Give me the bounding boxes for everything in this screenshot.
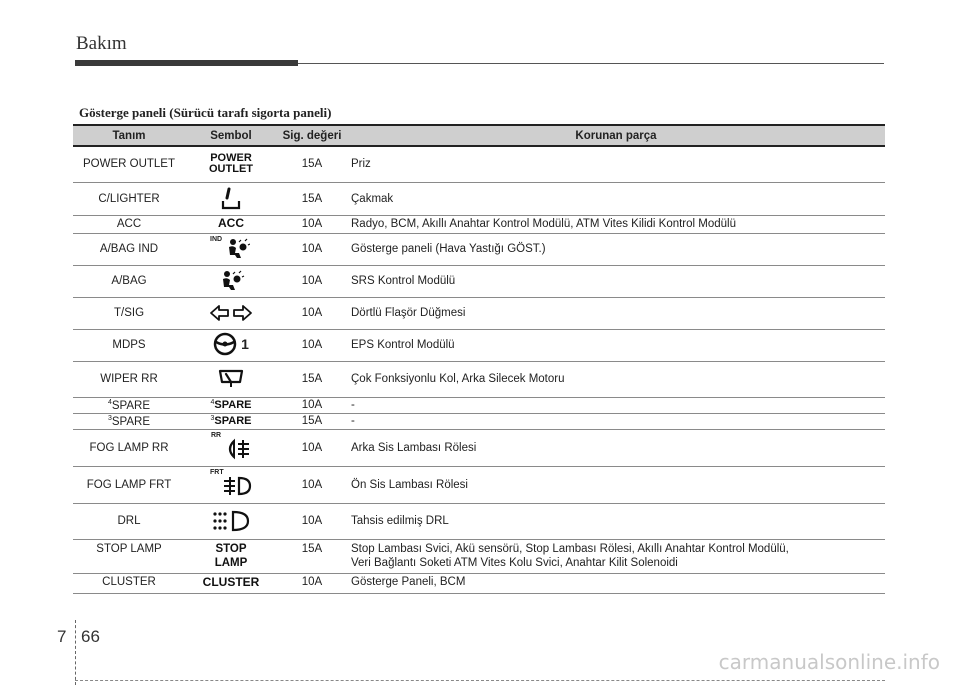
fuse-name: $^3$SPARE — [73, 413, 185, 429]
fuse-name: STOP LAMP — [73, 539, 185, 573]
protected-part: Stop Lambası Svici, Akü sensörü, Stop Lambası Rölesi, Akıllı Anahtar Kontrol Modülü, Veri Bağlantı Soketi ATM Vites Kolu Svici, Anahtar Kilit Solenoidi — [347, 539, 885, 573]
acc-symbol: ACC — [185, 215, 277, 233]
drl-icon — [211, 509, 251, 533]
protected-part: Gösterge paneli (Hava Yastığı GÖST.) — [347, 233, 885, 265]
stop-lamp-symbol: STOP LAMP — [185, 539, 277, 573]
fuse-name: A/BAG IND — [73, 233, 185, 265]
front-fog-symbol: FRT — [210, 469, 252, 497]
fuse-rating: 10A — [277, 265, 347, 297]
fuse-rating: 15A — [277, 413, 347, 429]
table-row — [73, 329, 885, 361]
fuse-rating: 10A — [277, 233, 347, 265]
fuse-rating: 15A — [277, 361, 347, 397]
fuse-name: T/SIG — [73, 297, 185, 329]
fuse-name: A/BAG — [73, 265, 185, 297]
fuse-name: FOG LAMP RR — [73, 429, 185, 466]
table-row — [73, 429, 885, 466]
mdps-symbol: 1 — [213, 332, 249, 356]
front-fog-lamp-icon — [222, 475, 252, 497]
table-row — [73, 361, 885, 397]
page-number: 66 — [81, 627, 100, 646]
col-header-protected-part: Korunan parça — [347, 125, 885, 146]
header-rule — [298, 63, 884, 64]
fuse-name: $^4$SPARE — [73, 397, 185, 413]
fuse-rating: 10A — [277, 397, 347, 413]
airbag-icon — [217, 270, 245, 292]
protected-part: Tahsis edilmiş DRL — [347, 503, 885, 539]
table-header-row — [73, 125, 885, 146]
cigarette-lighter-icon — [220, 187, 242, 211]
table-row — [73, 297, 885, 329]
protected-part: Gösterge Paneli, BCM — [347, 573, 885, 593]
protected-part: Ön Sis Lambası Rölesi — [347, 466, 885, 503]
table-row — [73, 573, 885, 593]
fuse-name: ACC — [73, 215, 185, 233]
table-row — [73, 397, 885, 413]
fuse-rating: 10A — [277, 466, 347, 503]
fuse-name: FOG LAMP FRT — [73, 466, 185, 503]
fuse-name: CLUSTER — [73, 573, 185, 593]
turn-signal-arrows-icon — [209, 304, 253, 322]
fuse-rating: 10A — [277, 215, 347, 233]
protected-part: - — [347, 397, 885, 413]
spare-symbol: $^3$SPARE — [185, 413, 277, 429]
fuse-rating: 10A — [277, 429, 347, 466]
power-outlet-symbol: POWER OUTLET — [185, 146, 277, 182]
fuse-rating: 10A — [277, 573, 347, 593]
fuse-name: WIPER RR — [73, 361, 185, 397]
table-row — [73, 146, 885, 182]
col-header-name: Tanım — [73, 125, 185, 146]
protected-part: SRS Kontrol Modülü — [347, 265, 885, 297]
chapter-number: 7 — [57, 627, 67, 646]
protected-part: Priz — [347, 146, 885, 182]
rear-wiper-icon — [217, 368, 245, 390]
fuse-name: MDPS — [73, 329, 185, 361]
cluster-symbol: CLUSTER — [185, 573, 277, 593]
fuse-name: C/LIGHTER — [73, 182, 185, 215]
table-row — [73, 539, 885, 573]
page-header-title: Bakım — [76, 33, 127, 54]
table-row — [73, 466, 885, 503]
fuse-rating: 10A — [277, 329, 347, 361]
spare-symbol: $^4$SPARE — [185, 397, 277, 413]
col-header-symbol: Sembol — [185, 125, 277, 146]
protected-part: - — [347, 413, 885, 429]
protected-part: Dörtlü Flaşör Düğmesi — [347, 297, 885, 329]
watermark: carmanualsonline.info — [718, 650, 940, 674]
rear-fog-lamp-icon — [223, 438, 251, 460]
section-title: Gösterge paneli (Sürücü tarafı sigorta paneli) — [79, 105, 332, 120]
airbag-icon — [224, 238, 250, 260]
footer-rule — [75, 680, 885, 681]
fuse-rating: 15A — [277, 539, 347, 573]
rear-fog-symbol: RR — [211, 432, 251, 460]
protected-part: Çok Fonksiyonlu Kol, Arka Silecek Motoru — [347, 361, 885, 397]
fuse-rating: 10A — [277, 503, 347, 539]
table-row — [73, 215, 885, 233]
protected-part: Arka Sis Lambası Rölesi — [347, 429, 885, 466]
table-row — [73, 503, 885, 539]
fuse-name: POWER OUTLET — [73, 146, 185, 182]
header-bar — [75, 60, 298, 66]
protected-part: EPS Kontrol Modülü — [347, 329, 885, 361]
fuse-rating: 15A — [277, 182, 347, 215]
fuse-rating: 10A — [277, 297, 347, 329]
fuse-table — [73, 124, 885, 594]
airbag-indicator-symbol: IND — [210, 236, 252, 260]
steering-wheel-icon — [213, 332, 239, 356]
table-row — [73, 413, 885, 429]
footer-divider — [75, 620, 77, 685]
table-row — [73, 265, 885, 297]
fuse-rating: 15A — [277, 146, 347, 182]
protected-part: Radyo, BCM, Akıllı Anahtar Kontrol Modülü, ATM Vites Kilidi Kontrol Modülü — [347, 215, 885, 233]
col-header-rating: Sig. değeri — [277, 125, 347, 146]
fuse-name: DRL — [73, 503, 185, 539]
table-row — [73, 182, 885, 215]
protected-part: Çakmak — [347, 182, 885, 215]
table-row — [73, 233, 885, 265]
